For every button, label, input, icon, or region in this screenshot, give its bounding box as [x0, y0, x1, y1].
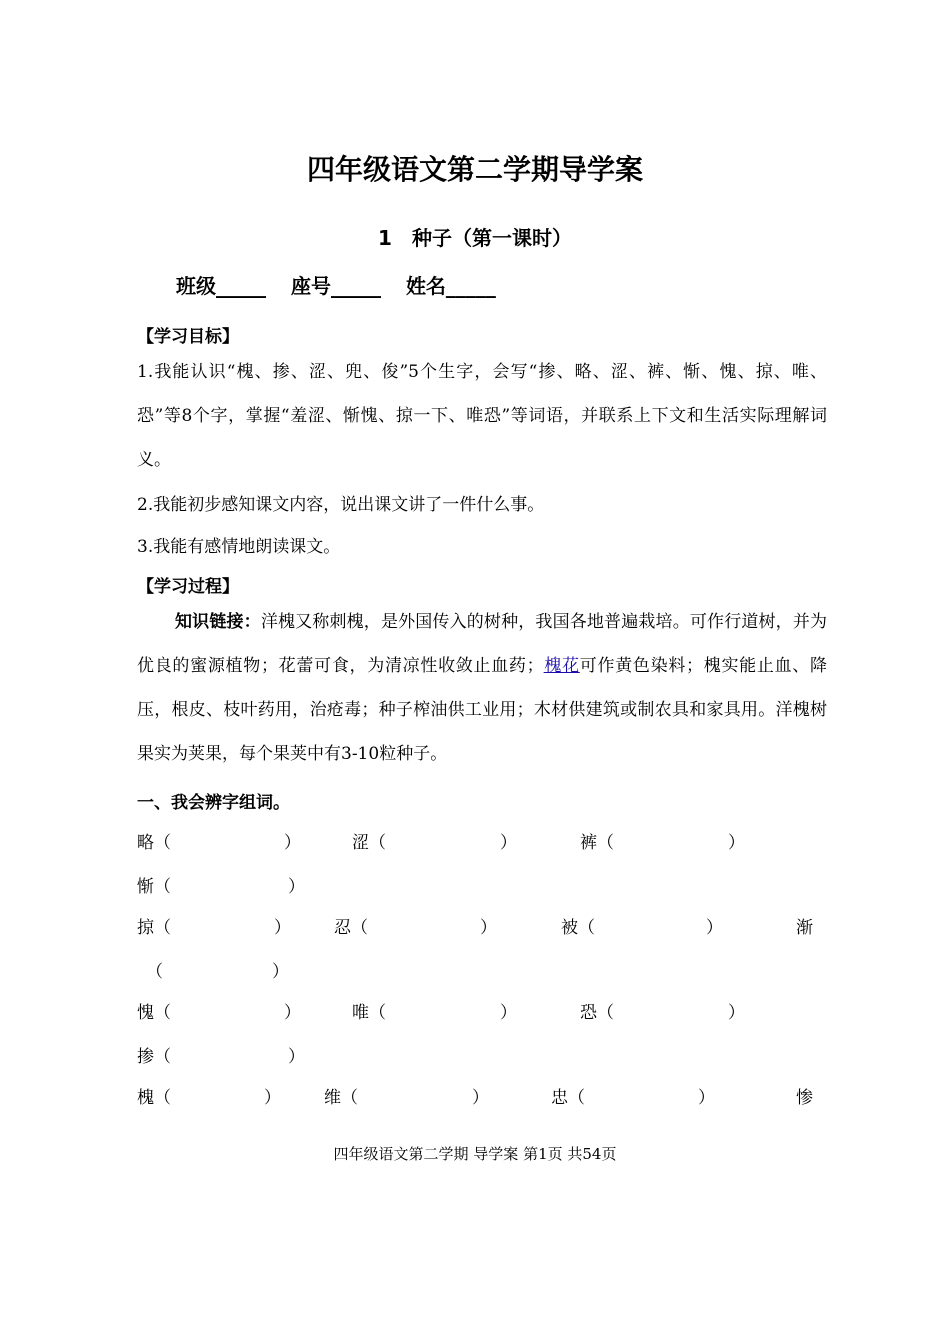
- word-blank-close: ）: [706, 918, 723, 938]
- word-item: 渐: [796, 918, 813, 938]
- goals-heading: 【学习目标】: [137, 327, 239, 347]
- word-item: 惭（: [137, 877, 171, 897]
- word-blank-close: ）: [264, 1088, 281, 1108]
- lesson-subtitle: 1 种子（第一课时）: [378, 226, 572, 250]
- word-blank-close: ）: [284, 1003, 301, 1023]
- word-item: 恐（: [580, 1003, 614, 1023]
- word-item: 槐（: [137, 1088, 171, 1108]
- word-blank-close: ）: [272, 962, 289, 982]
- word-blank-close: ）: [274, 918, 291, 938]
- goal-3: 3.我能有感情地朗读课文。: [137, 537, 341, 557]
- word-item: 维（: [324, 1088, 358, 1108]
- name-field: 姓名_____: [405, 274, 496, 298]
- word-item: 愧（: [137, 1003, 171, 1023]
- word-item: 忠（: [551, 1088, 585, 1108]
- word-blank-open: （: [146, 962, 163, 982]
- page-footer: 四年级语文第二学期 导学案 第1页 共54页: [333, 1145, 617, 1163]
- knowledge-label: 知识链接：: [175, 612, 261, 632]
- word-item: 略（: [137, 833, 171, 853]
- word-item: 掠（: [137, 918, 171, 938]
- huaihua-link[interactable]: 槐花: [543, 656, 580, 676]
- word-item: 被（: [561, 918, 595, 938]
- word-blank-close: ）: [500, 1003, 517, 1023]
- word-item: 忍（: [334, 918, 368, 938]
- word-item: 掺（: [137, 1047, 171, 1067]
- knowledge-text-2: 可作黄色染料；槐实能止血、降压，根皮、枝叶药用，治疮毒；种子榨油供工业用；木材供建筑或制农具和家具用。洋槐树果实为荚果，每个果荚中有3-10粒种子。: [137, 656, 828, 764]
- word-blank-close: ）: [288, 1047, 305, 1067]
- word-blank-close: ）: [284, 833, 301, 853]
- word-blank-close: ）: [728, 1003, 745, 1023]
- student-info: [176, 270, 514, 299]
- class-field: 班级_____: [176, 274, 266, 298]
- knowledge-link-paragraph: [137, 600, 827, 776]
- seat-field: 座号_____: [290, 274, 381, 298]
- page-title: 四年级语文第二学期导学案: [306, 153, 643, 186]
- word-item: 惨: [796, 1088, 813, 1108]
- process-heading: 【学习过程】: [137, 577, 239, 597]
- exercise-heading: 一、我会辨字组词。: [137, 793, 290, 813]
- word-item: 唯（: [352, 1003, 386, 1023]
- word-blank-close: ）: [728, 833, 745, 853]
- word-blank-close: ）: [288, 877, 305, 897]
- word-item: 裤（: [580, 833, 614, 853]
- knowledge-text-1: 洋槐又称刺槐，是外国传入的树种，我国各地普遍栽培。可作行道树，并为优良的蜜源植物；花蕾可食，为清凉性收敛止血药；: [137, 612, 828, 676]
- word-blank-close: ）: [472, 1088, 489, 1108]
- word-blank-close: ）: [698, 1088, 715, 1108]
- word-blank-close: ）: [500, 833, 517, 853]
- word-blank-close: ）: [480, 918, 497, 938]
- goal-2: 2.我能初步感知课文内容，说出课文讲了一件什么事。: [137, 495, 545, 515]
- word-item: 涩（: [352, 833, 386, 853]
- goal-1: 1.我能认识“槐、掺、涩、兜、俊”5个生字，会写“掺、略、涩、裤、惭、愧、掠、唯、恐”等8个字，掌握“羞涩、惭愧、掠一下、唯恐”等词语，并联系上下文和生活实际理解词义。: [137, 362, 827, 470]
